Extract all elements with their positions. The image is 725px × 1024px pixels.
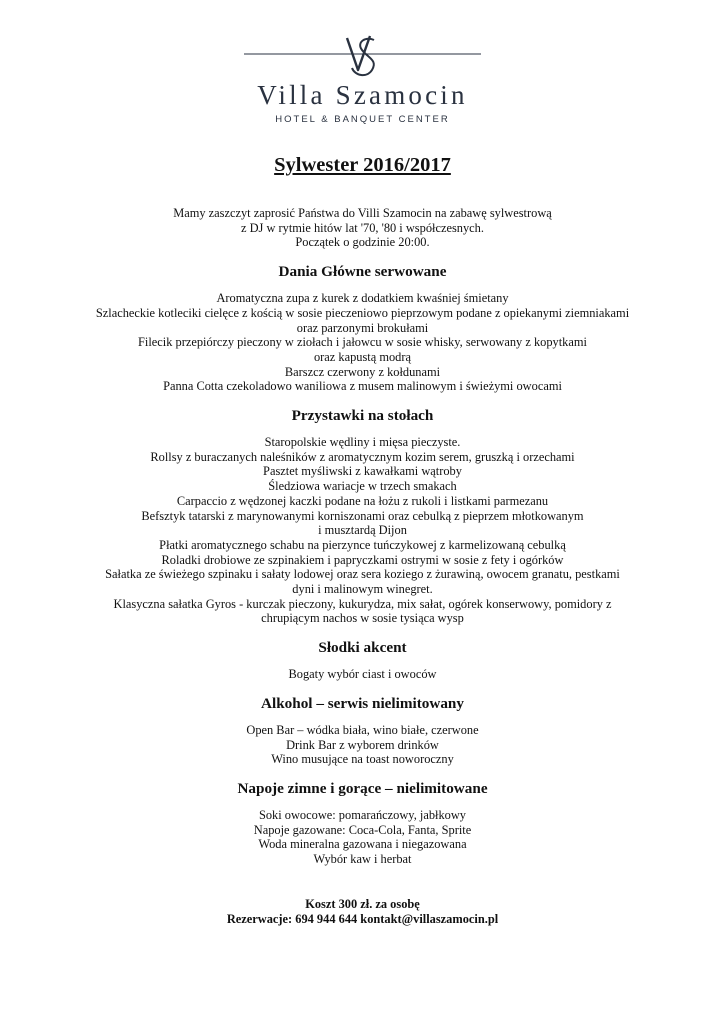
menu-line: Płatki aromatycznego schabu na pierzynce tuńczykowej z karmelizowaną cebulką <box>159 537 566 552</box>
section-heading: Słodki akcent <box>318 639 407 657</box>
menu-line: Barszcz czerwony z kołdunami <box>284 364 441 379</box>
intro-line: Mamy zaszczyt zaprosić Państwa do Villi Szamocin na zabawę sylwestrową <box>173 206 552 220</box>
section-main-dishes <box>0 263 725 394</box>
menu-line: Wybór kaw i herbat <box>313 852 412 867</box>
intro-text <box>0 206 725 250</box>
section-heading: Napoje zimne i gorące – nielimitowane <box>237 779 488 797</box>
page-title: Sylwester 2016/2017 <box>274 154 451 176</box>
section-heading: Przystawki na stołach <box>291 407 434 425</box>
menu-line: dyni i malinowym winegret. <box>292 582 433 597</box>
menu-line: Szlacheckie kotleciki cielęce z kością w sosie pieczeniowo pieprzowym podane z opiekanymi ziemniakami <box>95 305 630 320</box>
menu-line: oraz parzonymi brokułami <box>296 320 429 335</box>
menu-line: Klasyczna sałatka Gyros - kurczak pieczony, kukurydza, mix sałat, ogórek konserwowy, pomidory z <box>113 596 612 611</box>
menu-line: Woda mineralna gazowana i niegazowana <box>258 837 467 852</box>
price-text: Koszt 300 zł. za osobę <box>305 896 420 911</box>
footer <box>0 897 725 928</box>
menu-line: Open Bar – wódka biała, wino białe, czerwone <box>246 722 479 737</box>
menu-line: chrupiącym nachos w sosie tysiąca wysp <box>261 611 464 626</box>
intro-line: Początek o godzinie 20:00. <box>295 235 430 250</box>
menu-line: Wino musujące na toast noworoczny <box>271 752 454 767</box>
menu-content <box>0 152 725 928</box>
menu-line: Drink Bar z wyborem drinków <box>286 737 439 752</box>
menu-line: Roladki drobiowe ze szpinakiem i papryczkami ostrymi w sosie z fety i ogórków <box>161 552 564 567</box>
menu-line: Aromatyczna zupa z kurek z dodatkiem kwaśniej śmietany <box>216 291 509 306</box>
menu-line: Sałatka ze świeżego szpinaku i sałaty lodowej oraz sera koziego z żurawiną, owocem granatu, pestkami <box>105 567 620 582</box>
brand-tagline: HOTEL & BANQUET CENTER <box>275 114 450 125</box>
menu-line: Panna Cotta czekoladowo waniliowa z musem malinowym i świeżymi owocami <box>163 379 562 394</box>
menu-line: Pasztet myśliwski z kawałkami wątroby <box>263 464 462 479</box>
menu-line: Staropolskie wędliny i mięsa pieczyste. <box>264 435 461 450</box>
section-heading: Alkohol – serwis nielimitowany <box>261 694 464 712</box>
vs-monogram-icon <box>0 28 725 88</box>
menu-line: Filecik przepiórczy pieczony w ziołach i jałowcu w sosie whisky, serwowany z kopytkami <box>138 335 587 350</box>
menu-line: Napoje gazowane: Coca-Cola, Fanta, Sprite <box>253 822 472 837</box>
section-alcohol <box>0 695 725 767</box>
menu-line: Carpaccio z wędzonej kaczki podane na łożu z rukoli i listkami parmezanu <box>176 493 549 508</box>
menu-line: i musztardą Dijon <box>318 523 407 538</box>
menu-line: Soki owocowe: pomarańczowy, jabłkowy <box>258 807 467 822</box>
menu-line: oraz kapustą modrą <box>313 349 412 364</box>
menu-line: Śledziowa wariacje w trzech smakach <box>268 479 457 494</box>
section-heading: Dania Główne serwowane <box>278 263 447 281</box>
section-appetizers <box>0 407 725 626</box>
section-drinks <box>0 780 725 867</box>
intro-line: z DJ w rytmie hitów lat '70, '80 i współczesnych. <box>241 220 484 235</box>
menu-line: Bogaty wybór ciast i owoców <box>288 667 437 682</box>
brand-name: Villa Szamocin <box>257 80 468 110</box>
section-dessert <box>0 639 725 682</box>
logo <box>0 28 725 128</box>
menu-line: Rollsy z buraczanych naleśników z aromatycznym kozim serem, gruszką i orzechami <box>150 449 575 464</box>
reservation-contact[interactable]: Rezerwacje: 694 944 644 kontakt@villaszamocin.pl <box>226 912 499 927</box>
menu-line: Befsztyk tatarski z marynowanymi korniszonami oraz cebulką z pieprzem młotkowanym <box>141 508 584 523</box>
